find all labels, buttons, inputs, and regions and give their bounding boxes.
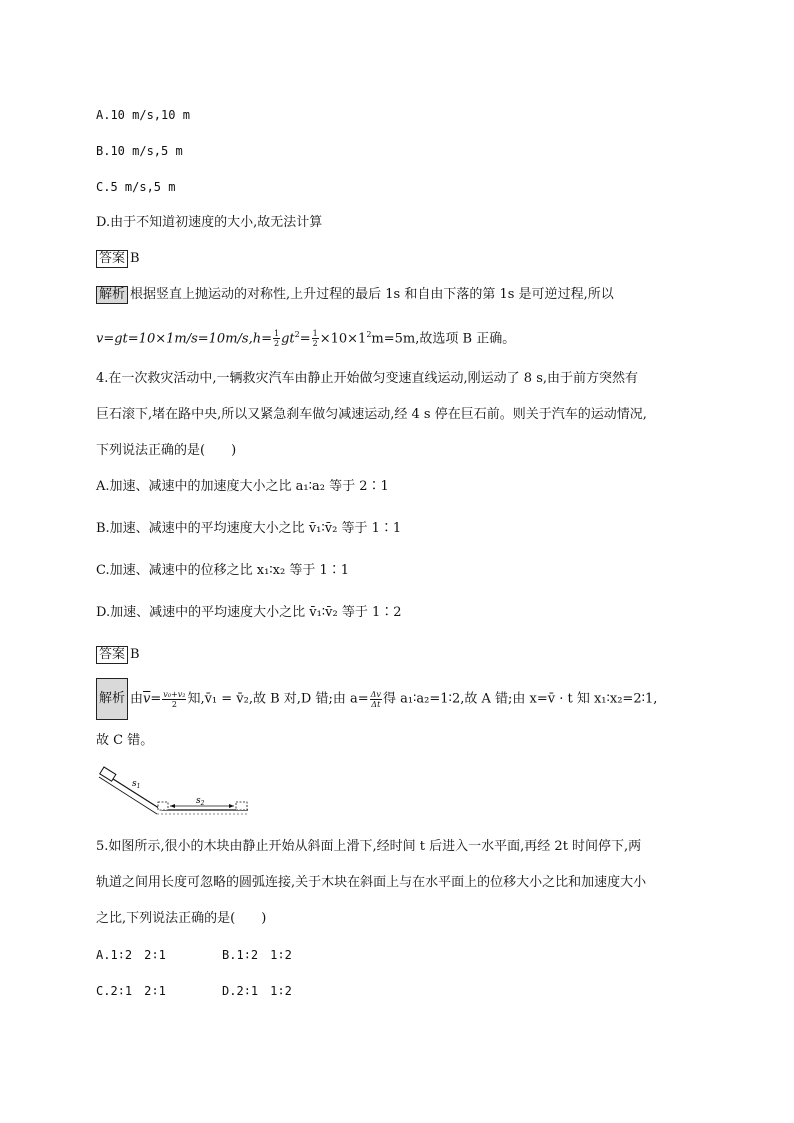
label-s2: $s_2$ — [196, 796, 205, 807]
fraction-denominator: Δt — [371, 699, 381, 709]
v-bar-symbol: $\overline{v}$ — [143, 691, 151, 707]
q5-option-c: C.2∶1 2∶1 — [96, 984, 166, 998]
q4-stem-line3: 下列说法正确的是( ) — [96, 443, 237, 458]
answer-value: B — [130, 251, 140, 266]
formula-part: m=5m,故选项 B 正确。 — [371, 331, 516, 347]
q3-analysis-line2 — [96, 326, 515, 348]
q4-option-b: B.加速、减速中的平均速度大小之比 v̄₁∶v̄₂ 等于 1∶1 — [96, 521, 402, 536]
formula-part: = — [299, 331, 311, 347]
answer-value: B — [130, 647, 140, 662]
block-at-bottom — [158, 802, 168, 810]
q4-analysis-line1 — [96, 678, 657, 720]
fraction-acceleration — [370, 690, 382, 709]
q5-option-d: D.2∶1 1∶2 — [222, 984, 292, 998]
q5-option-a: A.1∶2 2∶1 — [96, 948, 166, 962]
superscript: 2 — [294, 330, 300, 339]
q4-option-d: D.加速、减速中的平均速度大小之比 v̄₁∶v̄₂ 等于 1∶2 — [96, 605, 402, 620]
fraction-average-velocity — [162, 690, 186, 709]
q5-stem-line3: 之比,下列说法正确的是( ) — [96, 911, 267, 926]
incline-plane-figure — [96, 764, 256, 822]
q4-option-a: A.加速、减速中的加速度大小之比 a₁∶a₂ 等于 2∶1 — [96, 479, 389, 494]
q4-stem-line2: 巨石滚下,堵在路中央,所以又紧急刹车做匀减速运动,经 4 s 停在巨石前。则关于汽车的运动情况, — [96, 407, 647, 422]
q5-stem-line2: 轨道之间用长度可忽略的圆弧连接,关于木块在斜面上与在水平面上的位移大小之比和加速度大小 — [96, 875, 647, 890]
q3-answer — [96, 250, 140, 268]
q3-option-a: A.10 m/s,10 m — [96, 108, 190, 122]
block-at-stop — [236, 802, 247, 810]
analysis-tag: 解析 — [96, 678, 128, 720]
formula-part: v=gt=10×1m/s=10m/s,h= — [96, 331, 272, 347]
s2-arrow-right — [229, 804, 234, 808]
superscript: 2 — [366, 330, 372, 339]
fraction-denominator: 2 — [171, 699, 177, 709]
analysis-text: 知,v̄₁ = v̄₂,故 B 对,D 错;由 a= — [187, 691, 369, 707]
q4-answer — [96, 646, 140, 664]
q4-option-c: C.加速、减速中的位移之比 x₁∶x₂ 等于 1∶1 — [96, 563, 350, 578]
incline-base-line — [99, 777, 157, 814]
fraction-numerator: 1 — [312, 329, 318, 339]
analysis-text: 根据竖直上抛运动的对称性,上升过程的最后 1s 和自由下落的第 1s 是可逆过程,所以 — [130, 287, 614, 302]
q3-option-d: D.由于不知道初速度的大小,故无法计算 — [96, 215, 323, 230]
fraction-numerator: v₀+v₂ — [163, 689, 186, 699]
fraction-denominator: 2 — [273, 339, 280, 349]
analysis-text: 由 — [130, 691, 144, 707]
fraction-denominator: 2 — [312, 339, 318, 349]
q4-analysis-line2: 故 C 错。 — [96, 733, 154, 748]
q5-option-b: B.1∶2 1∶2 — [222, 948, 292, 962]
q3-option-c: C.5 m/s,5 m — [96, 180, 176, 194]
fraction-numerator: 1 — [273, 329, 280, 339]
analysis-tag: 解析 — [96, 286, 128, 304]
q3-option-b: B.10 m/s,5 m — [96, 144, 183, 158]
answer-tag: 答案 — [96, 250, 128, 268]
q3-analysis-line1 — [96, 286, 614, 304]
fraction-half — [273, 329, 280, 348]
label-s1: $s_1$ — [132, 779, 141, 790]
analysis-text: 得 a₁∶a₂=1∶2,故 A 错;由 x=v̄ · t 知 x₁∶x₂=2∶1, — [382, 691, 658, 707]
answer-tag: 答案 — [96, 646, 128, 664]
analysis-text: = — [150, 691, 162, 707]
q5-stem-line1: 5.如图所示,很小的木块由静止开始从斜面上滑下,经时间 t 后进入一水平面,再经 2t 时间停下,两 — [96, 839, 642, 854]
formula-part: ×10×1 — [319, 331, 367, 347]
formula-part: gt — [281, 331, 295, 347]
s2-arrow-left — [170, 804, 175, 808]
q4-stem-line1: 4.在一次救灾活动中,一辆救灾汽车由静止开始做匀变速直线运动,刚运动了 8 s,由于前方突然有 — [96, 371, 639, 386]
fraction-half — [312, 329, 319, 348]
fraction-numerator: Δv — [370, 689, 381, 699]
